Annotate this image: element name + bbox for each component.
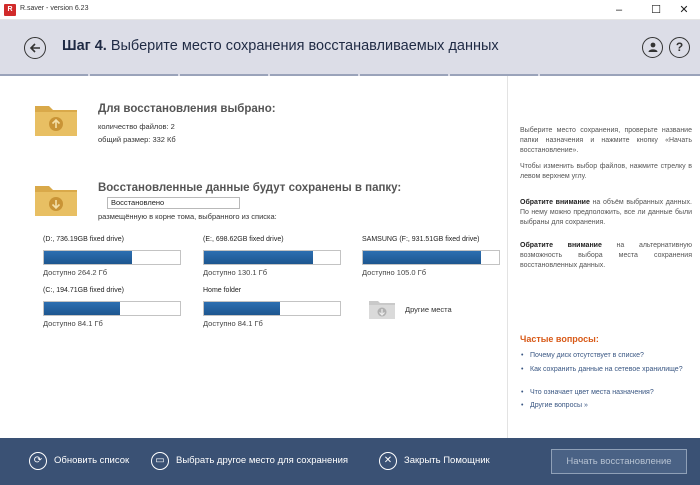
drive-name: (E:, 698.62GB fixed drive) bbox=[203, 236, 284, 243]
minimize-button[interactable]: – bbox=[615, 4, 623, 16]
drive-name: SAMSUNG (F:, 931.51GB fixed drive) bbox=[362, 236, 480, 243]
arrow-left-icon bbox=[28, 41, 42, 55]
footer-bar: ⟳ Обновить список ▭ Выбрать другое место для сохранения ✕ Закрыть Помощник Начать восстановление bbox=[0, 438, 700, 485]
other-places-link[interactable]: Другие места bbox=[405, 305, 452, 314]
folder-name-field[interactable]: Восстановлено bbox=[107, 197, 240, 209]
folder-down-icon bbox=[33, 180, 79, 218]
folder-up-icon bbox=[33, 100, 79, 138]
maximize-button[interactable]: ☐ bbox=[651, 4, 661, 16]
help-panel bbox=[507, 76, 700, 438]
main-content bbox=[0, 76, 700, 438]
page-title bbox=[62, 38, 499, 54]
step-number: Шаг 4. bbox=[62, 38, 107, 54]
help-text-4: Обратите внимание на альтернативную возможность выбора места сохранения восстановленных данных. bbox=[520, 242, 692, 269]
destination-note: размещённую в корне тома, выбранного из списка: bbox=[98, 212, 277, 221]
drive-free-space: Доступно 264.2 Гб bbox=[43, 268, 108, 277]
drive-name: (C:, 194.71GB fixed drive) bbox=[43, 287, 124, 294]
help-icon: ? bbox=[675, 40, 684, 54]
drive-free-space: Доступно 130.1 Гб bbox=[203, 268, 268, 277]
faq-link[interactable]: • Как сохранить данные на сетевое хранилище? bbox=[520, 365, 695, 375]
drive-usage-bar bbox=[43, 301, 181, 316]
faq-link[interactable]: • Другие вопросы » bbox=[520, 401, 695, 411]
app-icon: R bbox=[4, 4, 16, 16]
step-description: Выберите место сохранения восстанавливаемых данных bbox=[110, 38, 499, 54]
faq-link[interactable]: • Что означает цвет места назначения? bbox=[520, 388, 695, 398]
user-icon bbox=[647, 41, 659, 53]
help-text-1: Выберите место сохранения, проверьте название папки назначения и нажмите кнопку «Начать восстановление». bbox=[520, 127, 692, 154]
window-title: R.saver - version 6.23 bbox=[20, 5, 89, 12]
user-button[interactable] bbox=[642, 37, 663, 58]
other-places-icon[interactable] bbox=[368, 298, 396, 320]
files-count: количество файлов: 2 bbox=[98, 122, 175, 131]
help-text-2: Чтобы изменить выбор файлов, нажмите стрелку в левом верхнем углу. bbox=[520, 163, 692, 180]
close-icon: ✕ bbox=[379, 452, 397, 470]
close-button[interactable]: ✕ bbox=[679, 4, 689, 16]
drive-name: Home folder bbox=[203, 287, 242, 294]
drive-name: (D:, 736.19GB fixed drive) bbox=[43, 236, 124, 243]
selected-title: Для восстановления выбрано: bbox=[98, 103, 276, 115]
destination-title: Восстановленные данные будут сохранены в папку: bbox=[98, 182, 402, 194]
wizard-header bbox=[0, 20, 700, 76]
drive-usage-bar bbox=[203, 250, 341, 265]
start-recovery-button[interactable]: Начать восстановление bbox=[551, 449, 687, 474]
folder-icon: ▭ bbox=[151, 452, 169, 470]
drive-usage-bar bbox=[203, 301, 341, 316]
help-button[interactable] bbox=[669, 37, 690, 58]
total-size: общий размер: 332 Кб bbox=[98, 135, 176, 144]
drive-free-space: Доступно 105.0 Гб bbox=[362, 268, 427, 277]
title-bar bbox=[0, 0, 700, 20]
drive-free-space: Доступно 84.1 Гб bbox=[43, 319, 103, 328]
drive-usage-bar bbox=[43, 250, 181, 265]
back-button[interactable] bbox=[24, 37, 46, 59]
drive-free-space: Доступно 84.1 Гб bbox=[203, 319, 263, 328]
refresh-icon: ⟳ bbox=[29, 452, 47, 470]
faq-title: Частые вопросы: bbox=[520, 334, 599, 344]
drive-usage-bar bbox=[362, 250, 500, 265]
help-text-3: Обратите внимание на объём выбранных данных. По нему можно предположить, все ли данные были выбраны для сохранения. bbox=[520, 199, 692, 226]
faq-link[interactable]: • Почему диск отсутствует в списке? bbox=[520, 351, 695, 361]
